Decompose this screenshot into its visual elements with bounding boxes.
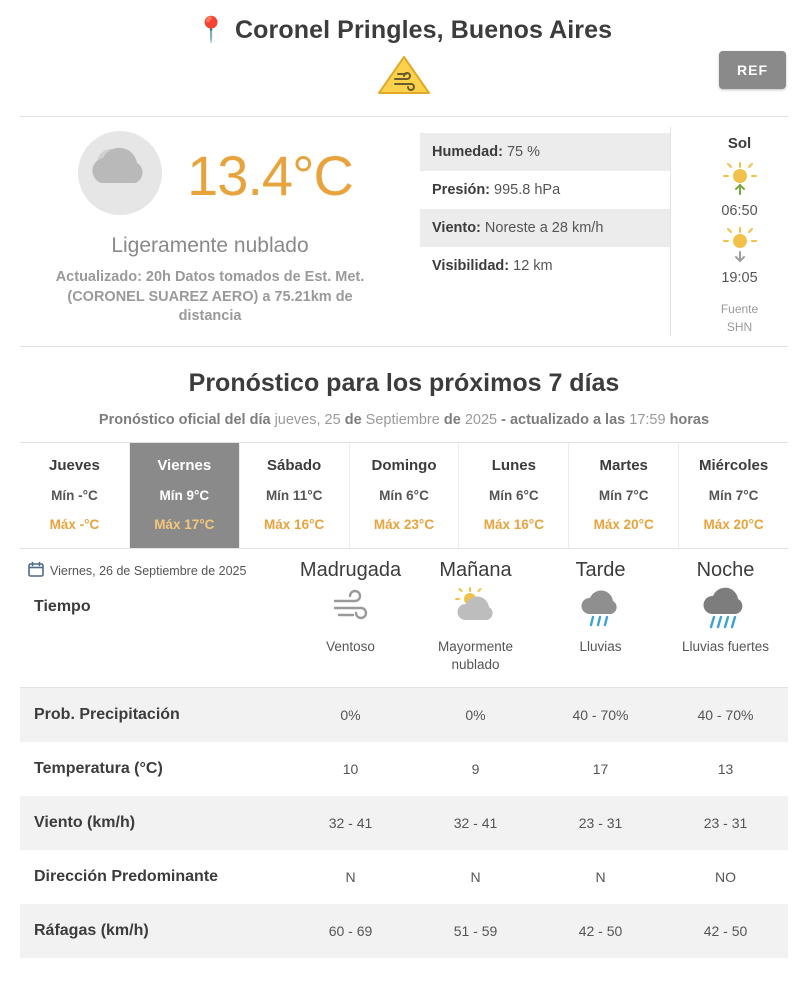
metric-label: Humedad:: [432, 144, 503, 160]
row-label: Temperatura (°C): [34, 760, 163, 778]
row-label: Ráfagas (km/h): [34, 922, 149, 940]
current-divider: [20, 346, 788, 347]
weather-row: [20, 582, 788, 687]
row-value: N: [470, 869, 481, 886]
row-label: Viento (km/h): [34, 814, 136, 832]
day-name: Sábado: [267, 457, 322, 474]
table-row: [20, 742, 788, 796]
row-value: 42 - 50: [578, 923, 623, 940]
day-name: Lunes: [491, 457, 536, 474]
metric-presion: [420, 171, 670, 209]
table-row: [20, 904, 788, 958]
row-value: 23 - 31: [703, 815, 748, 832]
weather-cell-tarde: [538, 582, 663, 670]
row-value: 23 - 31: [578, 815, 623, 832]
day-domingo[interactable]: [350, 443, 460, 548]
row-label: Prob. Precipitación: [34, 706, 180, 724]
sunset-time: 19:05: [721, 270, 758, 286]
current-icon-temp: [0, 127, 420, 224]
forecast-days: [20, 442, 788, 549]
day-max: Máx 16°C: [264, 517, 325, 532]
day-lunes[interactable]: [459, 443, 569, 548]
heavy-rain-icon: [663, 582, 788, 634]
row-value: 0%: [340, 707, 361, 724]
row-value: 0%: [465, 707, 486, 724]
period-madrugada: Madrugada: [299, 559, 402, 581]
subtitle-date: jueves, 25: [274, 412, 341, 428]
weather-text: Ventoso: [326, 639, 375, 654]
weather-cell-madrugada: [288, 582, 413, 670]
metric-value: 995.8 hPa: [494, 182, 561, 198]
day-min: Mín 6°C: [379, 488, 429, 503]
subtitle-time: 17:59: [629, 412, 666, 428]
sunrise-icon: [720, 160, 760, 201]
cloud-sun-icon: [67, 127, 177, 224]
period-tarde: Tarde: [575, 559, 626, 581]
row-value: 17: [592, 761, 609, 778]
metric-humedad: [420, 133, 670, 171]
day-min: Mín 7°C: [708, 488, 759, 503]
row-value: 32 - 41: [453, 815, 498, 832]
sun-title: Sol: [727, 135, 752, 152]
subtitle-suffix: horas: [669, 412, 710, 428]
day-min: Mín -°C: [51, 488, 98, 503]
rain-icon: [538, 582, 663, 634]
row-value: 13: [717, 761, 734, 778]
current-condition: Ligeramente nublado: [111, 234, 309, 257]
subtitle-prefix: Pronóstico oficial del día: [98, 412, 271, 428]
period-header: [20, 549, 788, 582]
weather-cell-noche: [663, 582, 788, 670]
weather-text: Lluvias fuertes: [681, 639, 770, 654]
detail-date-text: Viernes, 26 de Septiembre de 2025: [50, 563, 247, 578]
subtitle-year: 2025: [464, 412, 498, 428]
row-value: 10: [342, 761, 359, 778]
day-name: Jueves: [48, 457, 100, 474]
day-jueves[interactable]: [20, 443, 130, 548]
current-temperature: 13.4°C: [187, 144, 353, 207]
calendar-icon: [28, 561, 44, 580]
day-min: Mín 9°C: [159, 488, 210, 503]
period-manana: Mañana: [439, 559, 512, 581]
metric-label: Presión:: [432, 182, 491, 198]
weather-cell-manana: [413, 582, 538, 687]
current-summary: [0, 127, 420, 336]
table-row: [20, 850, 788, 904]
detail-rows: [20, 688, 788, 958]
day-sabado[interactable]: [240, 443, 350, 548]
row-value: 40 - 70%: [697, 707, 754, 724]
row-value: 40 - 70%: [572, 707, 629, 724]
day-min: Mín 6°C: [489, 488, 539, 503]
metric-label: Visibilidad:: [432, 258, 510, 274]
location-pin-icon: 📍: [195, 16, 227, 44]
day-max: Máx 20°C: [593, 517, 654, 532]
sun-panel: [670, 127, 808, 336]
city-name: Coronel Pringles, Buenos Aires: [234, 16, 613, 44]
period-noche: Noche: [696, 559, 755, 581]
page-title: [0, 0, 808, 51]
sun-source: [721, 300, 758, 336]
table-row: [20, 796, 788, 850]
subtitle-de: de: [344, 412, 362, 428]
row-value: 60 - 69: [328, 923, 373, 940]
forecast-title: Pronóstico para los próximos 7 días: [188, 369, 620, 397]
metric-viento: [420, 209, 670, 247]
detail-date: [20, 561, 288, 580]
forecast-subtitle: [0, 412, 808, 428]
row-value: 9: [471, 761, 480, 778]
metric-value: Noreste a 28 km/h: [484, 220, 604, 236]
wind-icon: [288, 582, 413, 634]
sun-cloud-icon: [413, 582, 538, 634]
subtitle-de2: de: [443, 412, 461, 428]
day-miercoles[interactable]: [679, 443, 788, 548]
weather-row-label: Tiempo: [34, 598, 91, 615]
day-max: Máx 16°C: [483, 517, 544, 532]
day-max: Máx 17°C: [154, 517, 215, 532]
detail-table: [20, 549, 788, 687]
weather-text: Lluvias: [579, 639, 622, 654]
current-metrics: [420, 127, 670, 336]
sunrise-time: 06:50: [721, 203, 758, 219]
day-max: Máx 20°C: [703, 517, 764, 532]
day-viernes[interactable]: [130, 443, 240, 548]
subtitle-month: Septiembre: [365, 412, 440, 428]
row-value: 51 - 59: [453, 923, 498, 940]
metric-value: 12 km: [513, 258, 553, 274]
alert-row: [0, 51, 808, 110]
ref-button[interactable]: REF: [719, 51, 786, 89]
row-value: NO: [715, 869, 736, 886]
row-value: N: [345, 869, 356, 886]
day-name: Miércoles: [698, 457, 769, 474]
day-max: Máx -°C: [49, 517, 100, 532]
sun-source-line2: SHN: [726, 320, 753, 334]
row-value: 42 - 50: [703, 923, 748, 940]
day-martes[interactable]: [569, 443, 679, 548]
metric-value: 75 %: [506, 144, 540, 160]
table-row: [20, 688, 788, 742]
day-min: Mín 11°C: [265, 488, 323, 503]
row-value: 32 - 41: [328, 815, 373, 832]
row-value: N: [595, 869, 606, 886]
metric-label: Viento:: [432, 220, 481, 236]
updated-text: Actualizado: 20h Datos tomados de Est. Met. (CORONEL SUAREZ AERO) a 75.21km de distancia: [55, 269, 365, 325]
subtitle-mid: - actualizado a las: [501, 412, 626, 428]
day-name: Domingo: [371, 457, 437, 474]
day-name: Viernes: [157, 457, 212, 474]
wind-warning-triangle-icon[interactable]: [376, 53, 432, 102]
sun-source-line1: Fuente: [720, 302, 759, 316]
day-max: Máx 23°C: [373, 517, 435, 532]
metric-visibilidad: [420, 247, 670, 285]
day-min: Mín 7°C: [598, 488, 649, 503]
day-name: Martes: [599, 457, 648, 474]
sunset-icon: [720, 227, 760, 268]
weather-text: Mayormente nublado: [437, 639, 514, 672]
current-conditions: [0, 117, 808, 340]
row-label: Dirección Predominante: [34, 868, 219, 886]
